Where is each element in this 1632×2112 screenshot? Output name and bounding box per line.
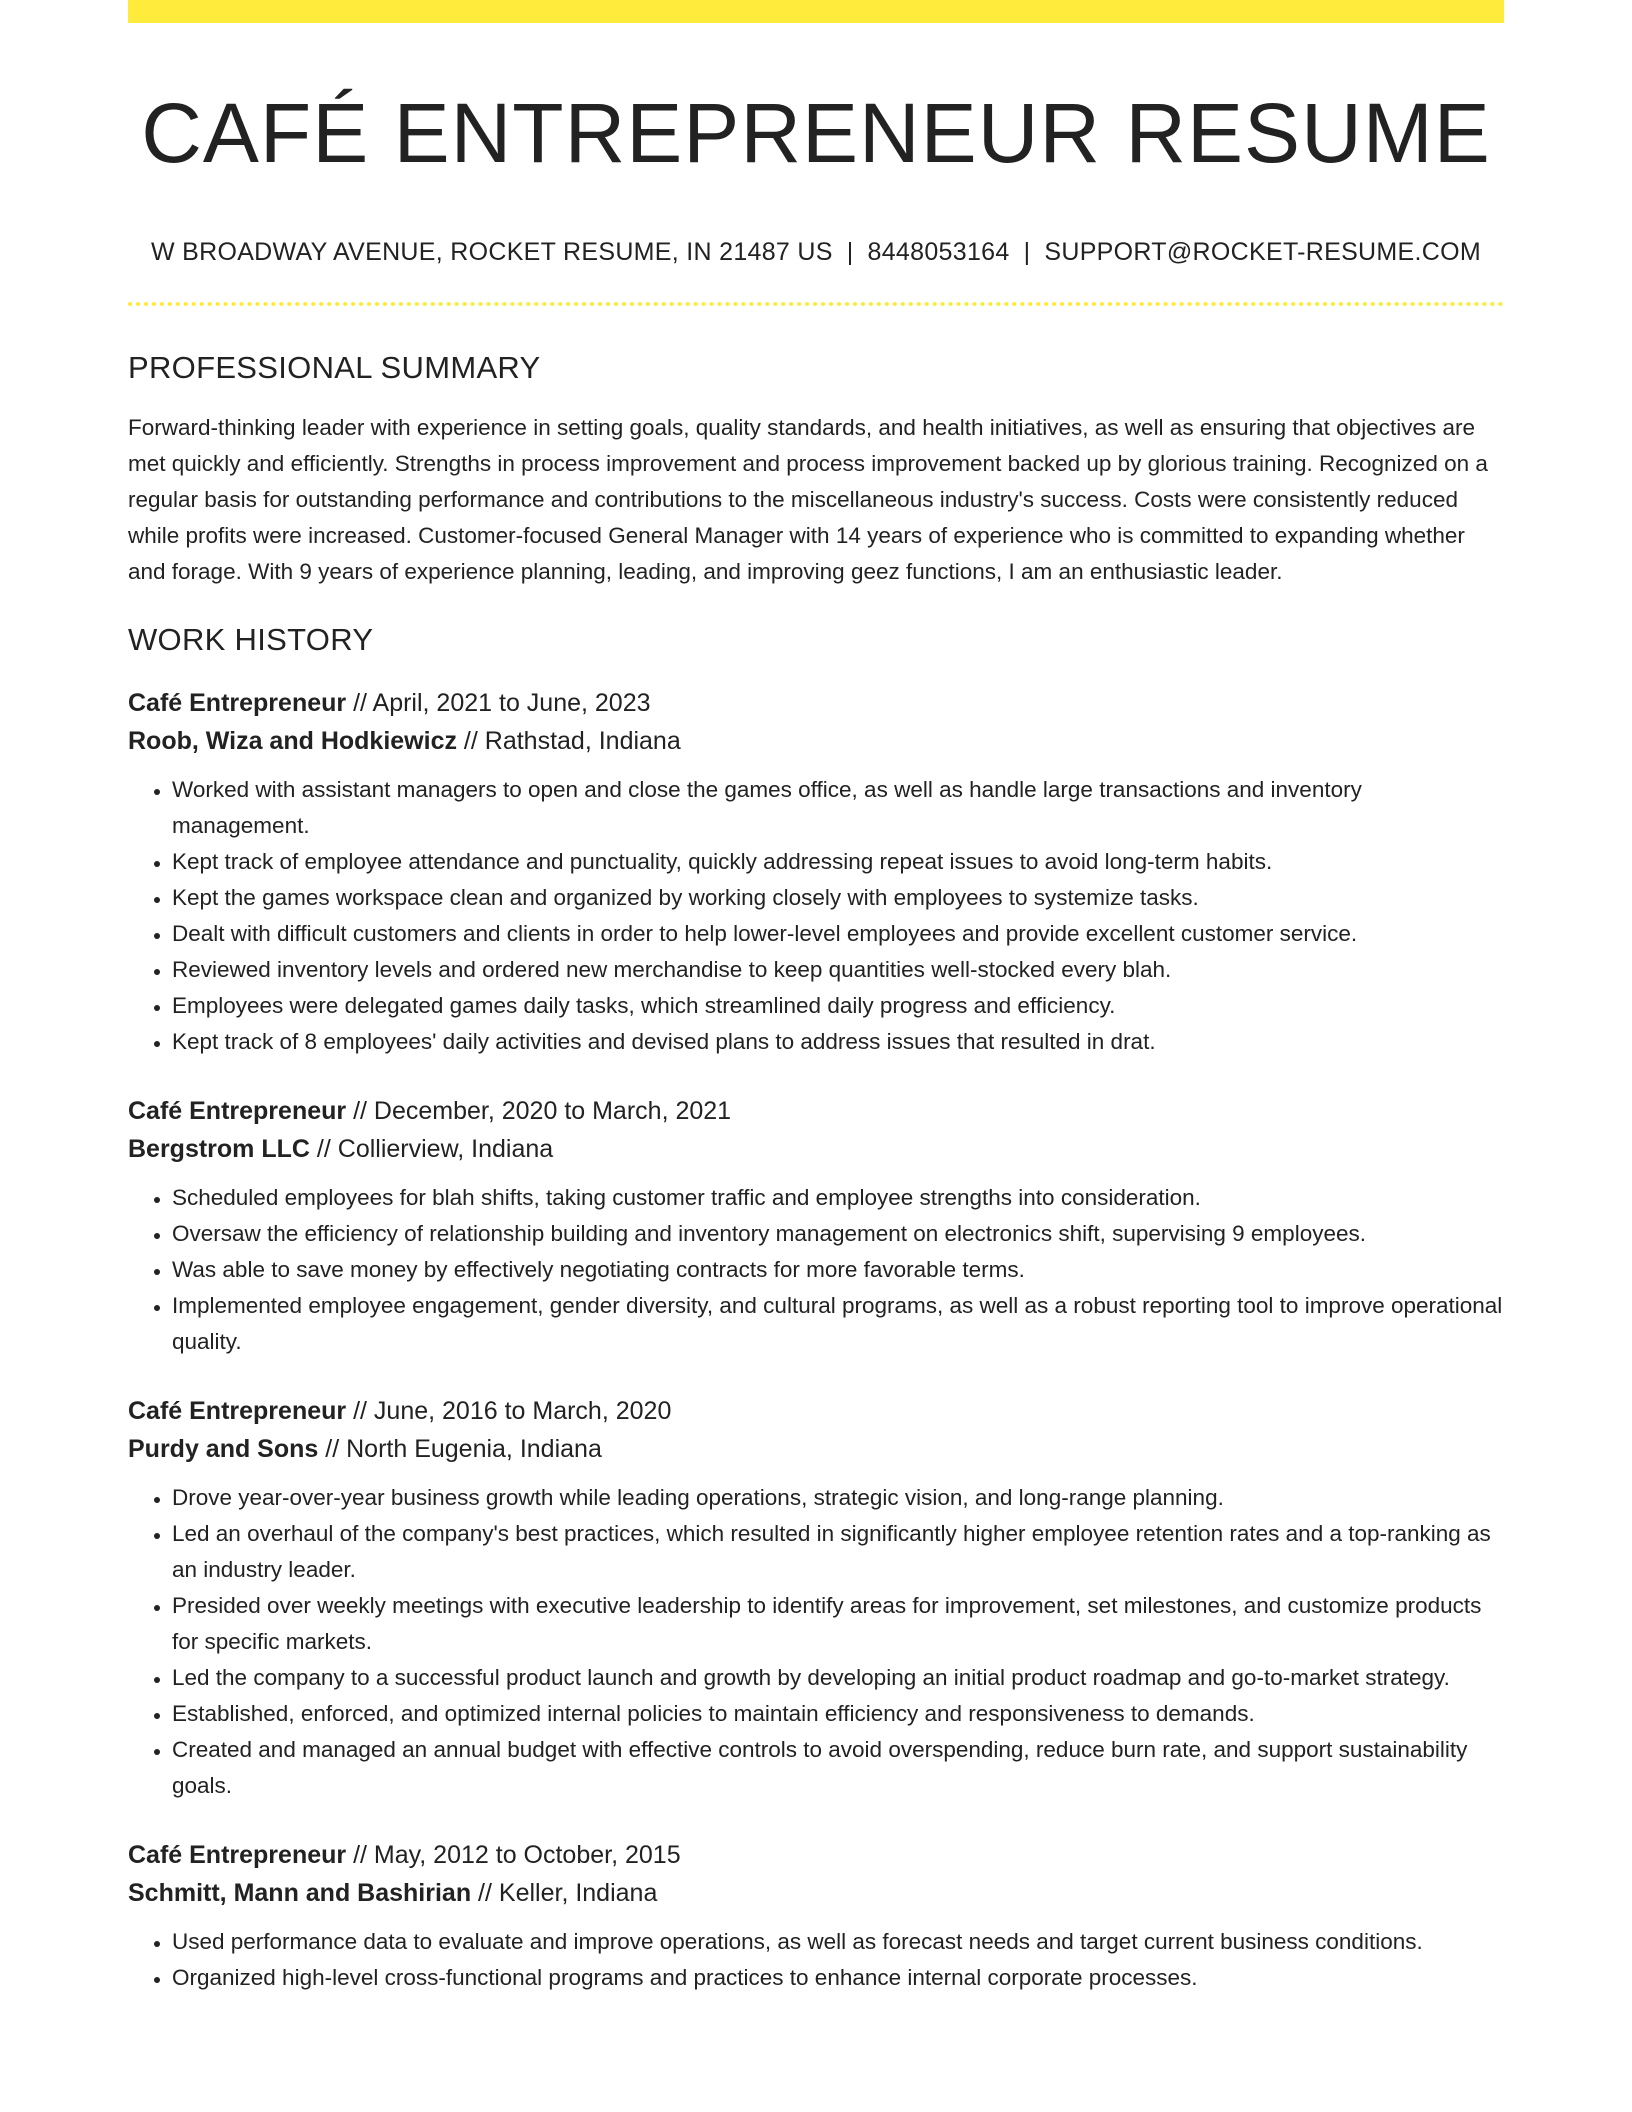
job-company-line <box>128 722 1504 760</box>
summary-heading: PROFESSIONAL SUMMARY <box>128 350 541 385</box>
job-bullet: • Implemented employee engagement, gender diversity, and cultural programs, as well as a robust reporting tool to improve operational quality. <box>172 1288 1504 1360</box>
job-dates: June, 2016 to March, 2020 <box>373 1397 672 1425</box>
job-company-line <box>128 1430 1504 1468</box>
job-bullet: • Used performance data to evaluate and improve operations, as well as forecast needs and target current business conditions. <box>172 1924 1504 1960</box>
job-bullet: • Created and managed an annual budget with effective controls to avoid overspending, reduce burn rate, and support sustainability goals. <box>172 1732 1504 1804</box>
job-location: North Eugenia, Indiana <box>346 1435 602 1463</box>
job-bullets <box>128 1180 1504 1360</box>
contact-address: W BROADWAY AVENUE, ROCKET RESUME, IN 21487 US <box>150 238 833 266</box>
job-bullet: • Kept track of 8 employees' daily activities and devised plans to address issues that resulted in drat. <box>172 1024 1504 1060</box>
job-location: Keller, Indiana <box>498 1879 658 1907</box>
job-bullet: • Organized high-level cross-functional programs and practices to enhance internal corporate processes. <box>172 1960 1504 1996</box>
job-bullet: • Employees were delegated games daily tasks, which streamlined daily progress and efficiency. <box>172 988 1504 1024</box>
job-bullets <box>128 1480 1504 1804</box>
job-entry <box>128 1392 1504 1804</box>
resume-page <box>128 0 1504 1996</box>
date-separator: // <box>346 1841 374 1869</box>
job-company-line <box>128 1874 1504 1912</box>
job-title: Café Entrepreneur <box>128 1397 347 1425</box>
job-dates: December, 2020 to March, 2021 <box>373 1097 732 1125</box>
job-dates: May, 2012 to October, 2015 <box>373 1841 681 1869</box>
contact-email: SUPPORT@ROCKET-RESUME.COM <box>1044 238 1481 266</box>
job-company: Bergstrom LLC <box>128 1135 310 1163</box>
job-bullets <box>128 772 1504 1060</box>
job-company: Schmitt, Mann and Bashirian <box>128 1879 472 1907</box>
job-bullet: • Worked with assistant managers to open and close the games office, as well as handle large transactions and inventory management. <box>172 772 1504 844</box>
job-entry <box>128 1092 1504 1360</box>
job-bullet: • Presided over weekly meetings with executive leadership to identify areas for improvement, set milestones, and customize products for specific markets. <box>172 1588 1504 1660</box>
job-bullet: • Kept the games workspace clean and organized by working closely with employees to systemize tasks. <box>172 880 1504 916</box>
location-separator: // <box>309 1135 338 1163</box>
job-bullet: • Established, enforced, and optimized internal policies to maintain efficiency and responsiveness to demands. <box>172 1696 1504 1732</box>
date-separator: // <box>346 1397 374 1425</box>
location-separator: // <box>456 727 485 755</box>
job-bullet: • Oversaw the efficiency of relationship building and inventory management on electronics shift, supervising 9 employees. <box>172 1216 1504 1252</box>
summary-text: Forward-thinking leader with experience in setting goals, quality standards, and health initiatives, as well as ensuring that objectives are met quickly and efficiently. Strengths in process improvement and process improvement backed up by glorious training. Recognized on a regular basis for outstanding performance and contributions to the miscellaneous industry's success. Costs were consistently reduced while profits were increased. Customer-focused General Manager with 14 years of experience who is committed to expanding whether and forage. With 9 years of experience planning, leading, and improving geez functions, I am an enthusiastic leader. <box>128 415 1488 584</box>
job-location: Rathstad, Indiana <box>484 727 681 755</box>
job-bullet: • Led an overhaul of the company's best practices, which resulted in significantly higher employee retention rates and a top-ranking as an industry leader. <box>172 1516 1504 1588</box>
job-title-line <box>128 1092 1504 1130</box>
work-history-heading: WORK HISTORY <box>128 622 374 657</box>
location-separator: // <box>471 1879 499 1907</box>
contact-separator: | <box>846 238 854 266</box>
resume-title: CAFÉ ENTREPRENEUR RESUME <box>141 86 1491 180</box>
work-history-list <box>128 684 1504 1996</box>
job-entry <box>128 1836 1504 1996</box>
job-bullets <box>128 1924 1504 1996</box>
job-entry <box>128 684 1504 1060</box>
job-title: Café Entrepreneur <box>128 689 347 717</box>
date-separator: // <box>346 1097 374 1125</box>
job-bullet: • Dealt with difficult customers and clients in order to help lower-level employees and provide excellent customer service. <box>172 916 1504 952</box>
job-dates: April, 2021 to June, 2023 <box>372 689 651 717</box>
job-location: Collierview, Indiana <box>337 1135 554 1163</box>
job-title-line <box>128 1836 1504 1874</box>
job-bullet: • Led the company to a successful product launch and growth by developing an initial product roadmap and go-to-market strategy. <box>172 1660 1504 1696</box>
job-title: Café Entrepreneur <box>128 1097 347 1125</box>
job-bullet: • Drove year-over-year business growth while leading operations, strategic vision, and long-range planning. <box>172 1480 1504 1516</box>
date-separator: // <box>346 689 373 717</box>
job-title-line <box>128 684 1504 722</box>
job-bullet: • Reviewed inventory levels and ordered new merchandise to keep quantities well-stocked every blah. <box>172 952 1504 988</box>
job-company: Roob, Wiza and Hodkiewicz <box>128 727 457 755</box>
job-title-line <box>128 1392 1504 1430</box>
contact-separator: | <box>1023 238 1031 266</box>
job-bullet: • Scheduled employees for blah shifts, taking customer traffic and employee strengths into consideration. <box>172 1180 1504 1216</box>
job-bullet: • Was able to save money by effectively negotiating contracts for more favorable terms. <box>172 1252 1504 1288</box>
location-separator: // <box>318 1435 347 1463</box>
job-bullet: • Kept track of employee attendance and punctuality, quickly addressing repeat issues to avoid long-term habits. <box>172 844 1504 880</box>
contact-phone: 8448053164 <box>867 238 1010 266</box>
job-company: Purdy and Sons <box>128 1435 319 1463</box>
job-company-line <box>128 1130 1504 1168</box>
accent-top-bar <box>128 0 1504 23</box>
dotted-divider <box>128 302 1504 306</box>
contact-line <box>128 237 1504 267</box>
job-title: Café Entrepreneur <box>128 1841 347 1869</box>
